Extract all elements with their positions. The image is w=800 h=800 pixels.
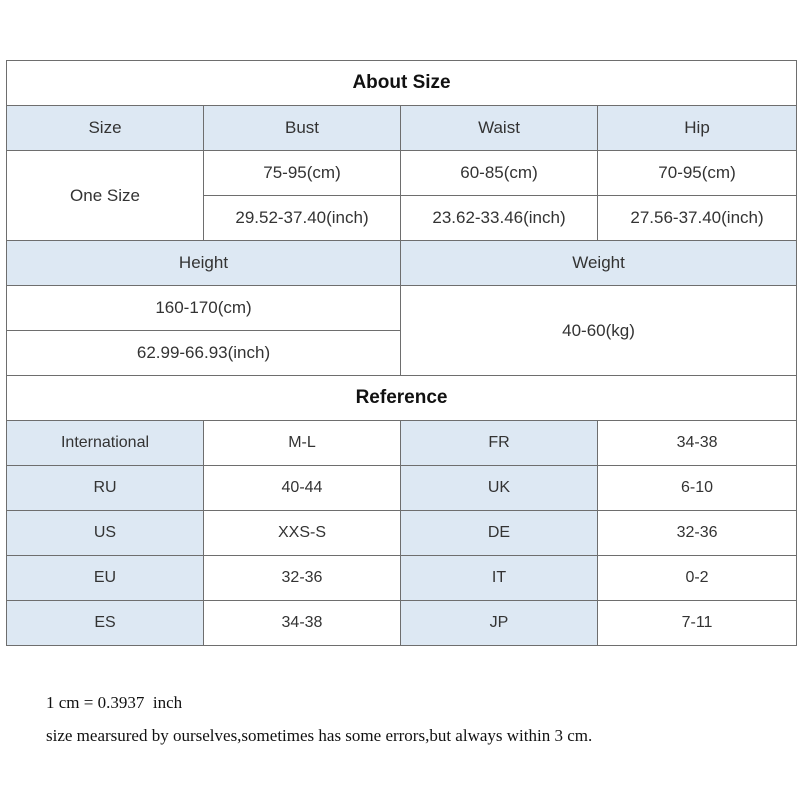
height-header: Height — [7, 241, 401, 286]
reference-label: RU — [7, 466, 204, 511]
reference-value: XXS-S — [204, 511, 401, 556]
reference-label: FR — [401, 421, 598, 466]
reference-value: 32-36 — [204, 556, 401, 601]
height-weight-header-row — [7, 241, 797, 286]
hip-inch: 27.56-37.40(inch) — [598, 196, 797, 241]
reference-title-row — [7, 376, 797, 421]
table-row — [7, 421, 797, 466]
table-row — [7, 511, 797, 556]
weight-header: Weight — [401, 241, 797, 286]
hip-header: Hip — [598, 106, 797, 151]
reference-value: 34-38 — [598, 421, 797, 466]
table-row — [7, 466, 797, 511]
measurement-header-row — [7, 106, 797, 151]
bust-cm: 75-95(cm) — [204, 151, 401, 196]
reference-label: ES — [7, 601, 204, 646]
waist-header: Waist — [401, 106, 598, 151]
disclaimer-note: size mearsured by ourselves,sometimes has some errors,but always within 3 cm. — [46, 726, 593, 745]
reference-label: International — [7, 421, 204, 466]
size-header: Size — [7, 106, 204, 151]
notes — [46, 690, 592, 756]
reference-label: JP — [401, 601, 598, 646]
reference-value: 6-10 — [598, 466, 797, 511]
reference-value: 40-44 — [204, 466, 401, 511]
bust-header: Bust — [204, 106, 401, 151]
reference-value: 32-36 — [598, 511, 797, 556]
table-row — [7, 556, 797, 601]
reference-label: EU — [7, 556, 204, 601]
reference-title: Reference — [7, 376, 797, 421]
size-label: One Size — [7, 151, 204, 241]
size-chart-table — [6, 60, 797, 646]
height-cm: 160-170(cm) — [7, 286, 401, 331]
about-size-title-row — [7, 61, 797, 106]
hip-cm: 70-95(cm) — [598, 151, 797, 196]
bust-inch: 29.52-37.40(inch) — [204, 196, 401, 241]
reference-label: DE — [401, 511, 598, 556]
reference-label: UK — [401, 466, 598, 511]
height-inch: 62.99-66.93(inch) — [7, 331, 401, 376]
reference-value: 7-11 — [598, 601, 797, 646]
reference-value: 34-38 — [204, 601, 401, 646]
height-cm-row — [7, 286, 797, 331]
reference-value: 0-2 — [598, 556, 797, 601]
waist-inch: 23.62-33.46(inch) — [401, 196, 598, 241]
about-size-title: About Size — [7, 61, 797, 106]
reference-value: M-L — [204, 421, 401, 466]
table-row — [7, 601, 797, 646]
measurement-cm-row — [7, 151, 797, 196]
reference-label: IT — [401, 556, 598, 601]
weight-kg: 40-60(kg) — [401, 286, 797, 376]
conversion-note: 1 cm = 0.3937 inch — [46, 693, 183, 712]
reference-label: US — [7, 511, 204, 556]
waist-cm: 60-85(cm) — [401, 151, 598, 196]
